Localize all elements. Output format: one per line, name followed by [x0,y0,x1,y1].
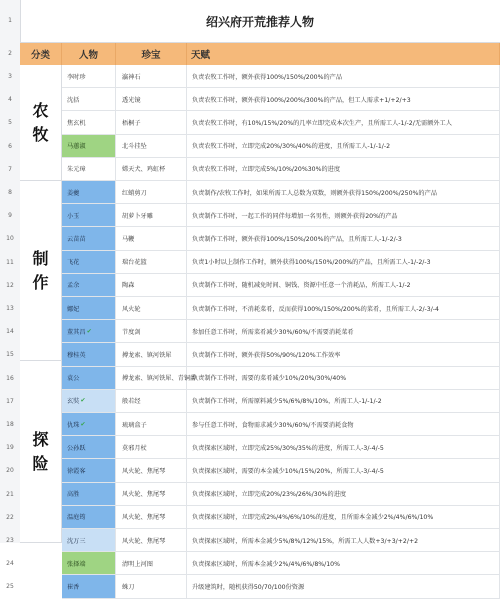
person-cell [62,390,116,413]
row-number: 17 [6,397,14,405]
person-cell [62,135,116,158]
row-number: 25 [6,583,14,591]
talent-cell: 负责探索区域时，立即完成25%/30%/35%的进度，所需工人-3/-4/-5 [187,436,500,459]
person-cell [62,483,116,506]
treasure-cell: 琉璃盒子 [116,413,187,436]
category-char: 牧 [32,124,49,144]
talent-cell: 负责制作工作时，需要的菜肴减少10%/20%/30%/40% [187,367,500,390]
person-name: 袁公 [67,375,80,383]
table-row [62,297,500,320]
person-cell [62,181,116,204]
talent-cell: 负责探索区域时，立即完成20%/23%/26%/30%的进度 [187,483,500,506]
treasure-cell: 瀛神石 [116,65,187,88]
treasure-cell: 马鞭 [116,227,187,250]
table-row [62,529,500,552]
treasure-cell: 陶森 [116,274,187,297]
person-cell [62,506,116,529]
treasure-cell: 节度剑 [116,320,187,343]
check-icon: ✔ [80,420,86,428]
person-name: 飞花 [67,259,80,267]
person-name: 沈括 [67,96,80,104]
person-name: 沈万三 [67,537,86,545]
row-number: 9 [8,212,12,220]
row-number: 19 [6,444,14,452]
talent-cell: 负责探索区域时，所需本金减少5%/8%/12%/15%，所需工人人数+3/+3/+2/+2 [187,529,500,552]
person-cell [62,158,116,181]
treasure-cell: 瑞台花篮 [116,251,187,274]
row-number: 11 [6,258,14,266]
table-row [62,274,500,297]
person-name: 小玉 [67,212,80,220]
row-number: 4 [8,96,12,104]
person-cell [62,251,116,274]
header-person: 人物 [62,43,116,65]
category-char: 作 [32,272,49,292]
treasure-cell: 红蛸剪刀 [116,181,187,204]
check-icon: ✔ [80,397,86,405]
category-char: 农 [32,100,49,120]
person-name: 马蕙淑 [67,143,86,151]
table-row [62,436,500,459]
person-name: 公孙跃 [67,444,86,452]
header-treasure: 珍宝 [116,43,187,65]
person-name: 仇珠 [67,421,80,429]
table-row [62,390,500,413]
treasure-cell: 胡萝卜牙雕 [116,204,187,227]
category-char: 制 [32,248,49,268]
row-number: 7 [8,165,12,173]
person-cell [62,320,116,343]
treasure-cell: 搏龙索、镇河铁犀 [116,343,187,366]
talent-cell: 参加任意工作时，所需菜肴减少30%/60%/不需要消耗菜肴 [187,320,500,343]
table-row [62,88,500,111]
table-row [62,227,500,250]
talent-cell: 负责农牧工作时，立即完成5%/10%/20%30%的进度 [187,158,500,181]
person-name: 姜夔 [67,189,80,197]
person-cell [62,413,116,436]
person-cell [62,459,116,482]
table-row [62,506,500,529]
treasure-cell: 蛛刀 [116,575,187,598]
table-row [62,552,500,575]
row-number: 18 [6,421,14,428]
row-number: 20 [6,467,14,475]
person-name: 穆桂英 [67,351,86,359]
treasure-cell: 风火轮、焦尾琴 [116,529,187,552]
person-cell [62,111,116,134]
person-name: 高胜 [67,491,80,499]
person-name: 玄奘 [67,398,80,406]
table-row [62,343,500,366]
person-name: 朱元璋 [67,166,86,174]
category-crafting [20,181,62,361]
talent-cell: 负责农牧工作时，额外获得100%/200%/300%的产品，但工人需求+1/+2/+3 [187,88,500,111]
talent-cell: 升级建筑时，随机获得50/70/100份资源 [187,575,500,598]
row-number: 14 [6,328,14,336]
treasure-cell: 风火轮 [116,297,187,320]
person-cell [62,297,116,320]
row-number: 15 [6,351,14,359]
table-row [62,367,500,390]
talent-cell: 负责探索区域时，所需本金减少2%/4%/6%/8%/10% [187,552,500,575]
header-talent: 天赋 [187,43,500,65]
person-name: 焦玄机 [67,119,86,127]
person-cell [62,204,116,227]
person-name: 徐霞客 [67,467,86,475]
person-name: 张择端 [67,560,86,568]
person-cell [62,343,116,366]
category-exploration [20,361,62,543]
row-number: 1 [8,17,12,24]
talent-cell: 负责农牧工作时，有10%/15%/20%的几率立即完成本次生产，且所需工人-1/-2/无需额外工人 [187,111,500,134]
table-row [62,111,500,134]
row-number: 3 [8,73,12,80]
treasure-cell: 风火轮、焦尾琴 [116,459,187,482]
talent-cell: 负责制作工作时，随机减免时间、铜钱、资源中任意一个消耗品，所需工人-1/-2 [187,274,500,297]
talent-cell: 负责制作工作时，额外获得100%/150%/200%的产品，且所需工人-1/-2/-3 [187,227,500,250]
check-icon: ✔ [86,327,92,335]
table-row [62,65,500,88]
person-cell [62,529,116,552]
treasure-cell: 北斗挂坠 [116,135,187,158]
row-number: 24 [6,560,14,568]
person-cell [62,274,116,297]
talent-cell: 负责制作工作时，所需原料减少5%/6%/8%/10%，所需工人-1/-1/-2 [187,390,500,413]
table-row [62,483,500,506]
row-number: 2 [8,50,12,57]
person-cell [62,436,116,459]
talent-cell: 负责制作工作时，额外获得50%/90%/120%工作效率 [187,343,500,366]
talent-cell: 参与任意工作时，食物需求减少30%/60%/不需要消耗食物 [187,413,500,436]
table-row [62,251,500,274]
table-row [62,204,500,227]
person-cell [62,575,116,598]
talent-cell: 负责探索区域时，立即完成2%/4%/6%/10%的进度，且所需本金减少2%/4%/6%/10% [187,506,500,529]
row-number: 13 [6,305,14,312]
person-name: 温庭筠 [67,514,86,522]
table-row [62,158,500,181]
row-number: 22 [6,513,14,521]
table-row [62,320,500,343]
table-row [62,459,500,482]
category-char: 探 [32,429,49,449]
talent-cell: 负责制作/农牧工作时，如果所需工人总数为双数，则额外获得150%/200%/250%的产品 [187,181,500,204]
row-number-column [0,0,21,591]
category-farming [20,65,62,181]
talent-cell: 负责探索区域时，需要的本金减少10%/15%/20%，所需工人-3/-4/-5 [187,459,500,482]
talent-cell: 负责制作工作时，不消耗菜肴，反而获得100%/150%/200%的菜肴，且所需工人-2/-3/-4 [187,297,500,320]
treasure-cell: 风火轮、焦尾琴 [116,506,187,529]
treasure-cell: 透光镜 [116,88,187,111]
treasure-cell: 梧桐子 [116,111,187,134]
treasure-cell: 嫦天犬、鸡虹杯 [116,158,187,181]
row-number: 12 [6,281,14,289]
table-row [62,181,500,204]
person-cell [62,367,116,390]
person-cell [62,88,116,111]
treasure-cell: 般若经 [116,390,187,413]
table-row [62,413,500,436]
header-category: 分类 [20,43,62,65]
row-number: 23 [6,537,14,544]
sheet-title: 绍兴府开荒推荐人物 [20,0,500,43]
person-name: 云苗苗 [67,235,86,243]
person-name: 董其昌 [67,328,86,336]
row-number: 16 [6,374,14,382]
talent-cell: 负责农牧工作时，立即完成20%/30%/40%的进度，且所需工人-1/-1/-2 [187,135,500,158]
person-name: 李时珍 [67,73,86,81]
category-char: 险 [32,453,49,473]
person-name: 孟余 [67,282,80,290]
person-cell [62,65,116,88]
row-number: 5 [8,119,12,127]
person-cell [62,227,116,250]
row-number: 6 [8,142,12,150]
treasure-cell: 清明上河图 [116,552,187,575]
row-number: 10 [6,235,14,243]
treasure-cell: 搏龙索、镇河铁犀、青铜爵 [116,367,187,390]
table-row [62,135,500,158]
treasure-cell: 莫邪月杖 [116,436,187,459]
row-number: 21 [6,490,14,498]
talent-cell: 负责农牧工作时，额外获得100%/150%/200%的产品 [187,65,500,88]
person-name: 崔香 [67,583,80,591]
treasure-cell: 风火轮、焦尾琴 [116,483,187,506]
person-name: 娜妃 [67,305,80,313]
row-number: 8 [8,189,12,196]
talent-cell: 负责1小时以上制作工作时，额外获得100%/150%/200%的产品，且所需工人-1/-2/-3 [187,251,500,274]
talent-cell: 负责制作工作时，一起工作的同伴每增加一名男性，则额外获得20%的产品 [187,204,500,227]
person-cell [62,552,116,575]
table-row [62,575,500,598]
